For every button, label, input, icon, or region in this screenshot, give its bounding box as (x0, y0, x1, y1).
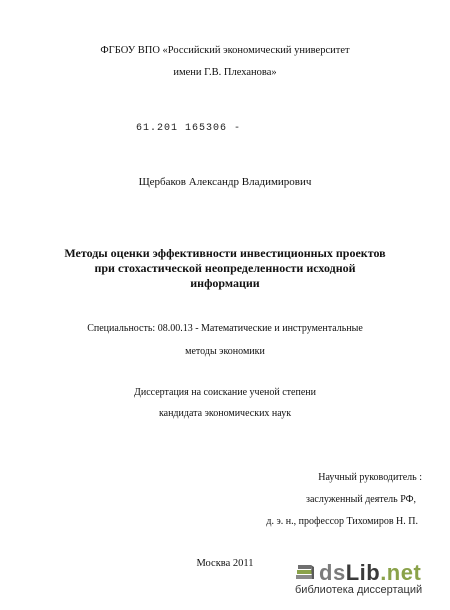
specialty-line-2: методы экономики (185, 346, 265, 357)
library-stamp: 61.201 165306 - (136, 123, 242, 134)
title-line-2: при стохастической неопределенности исходной (94, 261, 356, 275)
dslib-watermark (294, 558, 444, 596)
institution-line-2: имени Г.В. Плеханова» (173, 67, 277, 78)
title-line-1: Методы оценки эффективности инвестиционных проектов (64, 246, 386, 260)
advisor-title: заслуженный деятель РФ, (306, 494, 416, 505)
author-name: Щербаков Александр Владимирович (138, 176, 312, 188)
logo-net-text: .net (380, 560, 422, 585)
degree-line-1: Диссертация на соискание ученой степени (134, 387, 316, 398)
specialty-line-1: Специальность: 08.00.13 - Математические и инструментальные (87, 323, 363, 334)
advisor-name: д. э. н., профессор Тихомиров Н. П. (266, 516, 418, 527)
book-stack-icon (294, 561, 316, 583)
city-year: Москва 2011 (196, 558, 254, 569)
advisor-label: Научный руководитель : (318, 472, 422, 483)
degree-line-2: кандидата экономических наук (158, 408, 292, 419)
dslib-logo (294, 558, 444, 586)
logo-lib-text: Lib (345, 560, 381, 585)
dissertation-title (40, 246, 410, 291)
logo-ds-text: ds (319, 560, 346, 585)
title-line-3: информации (190, 276, 260, 290)
watermark-subtitle: библиотека диссертаций (295, 584, 423, 596)
institution-line-1: ФГБОУ ВПО «Российский экономический университет (100, 45, 350, 56)
